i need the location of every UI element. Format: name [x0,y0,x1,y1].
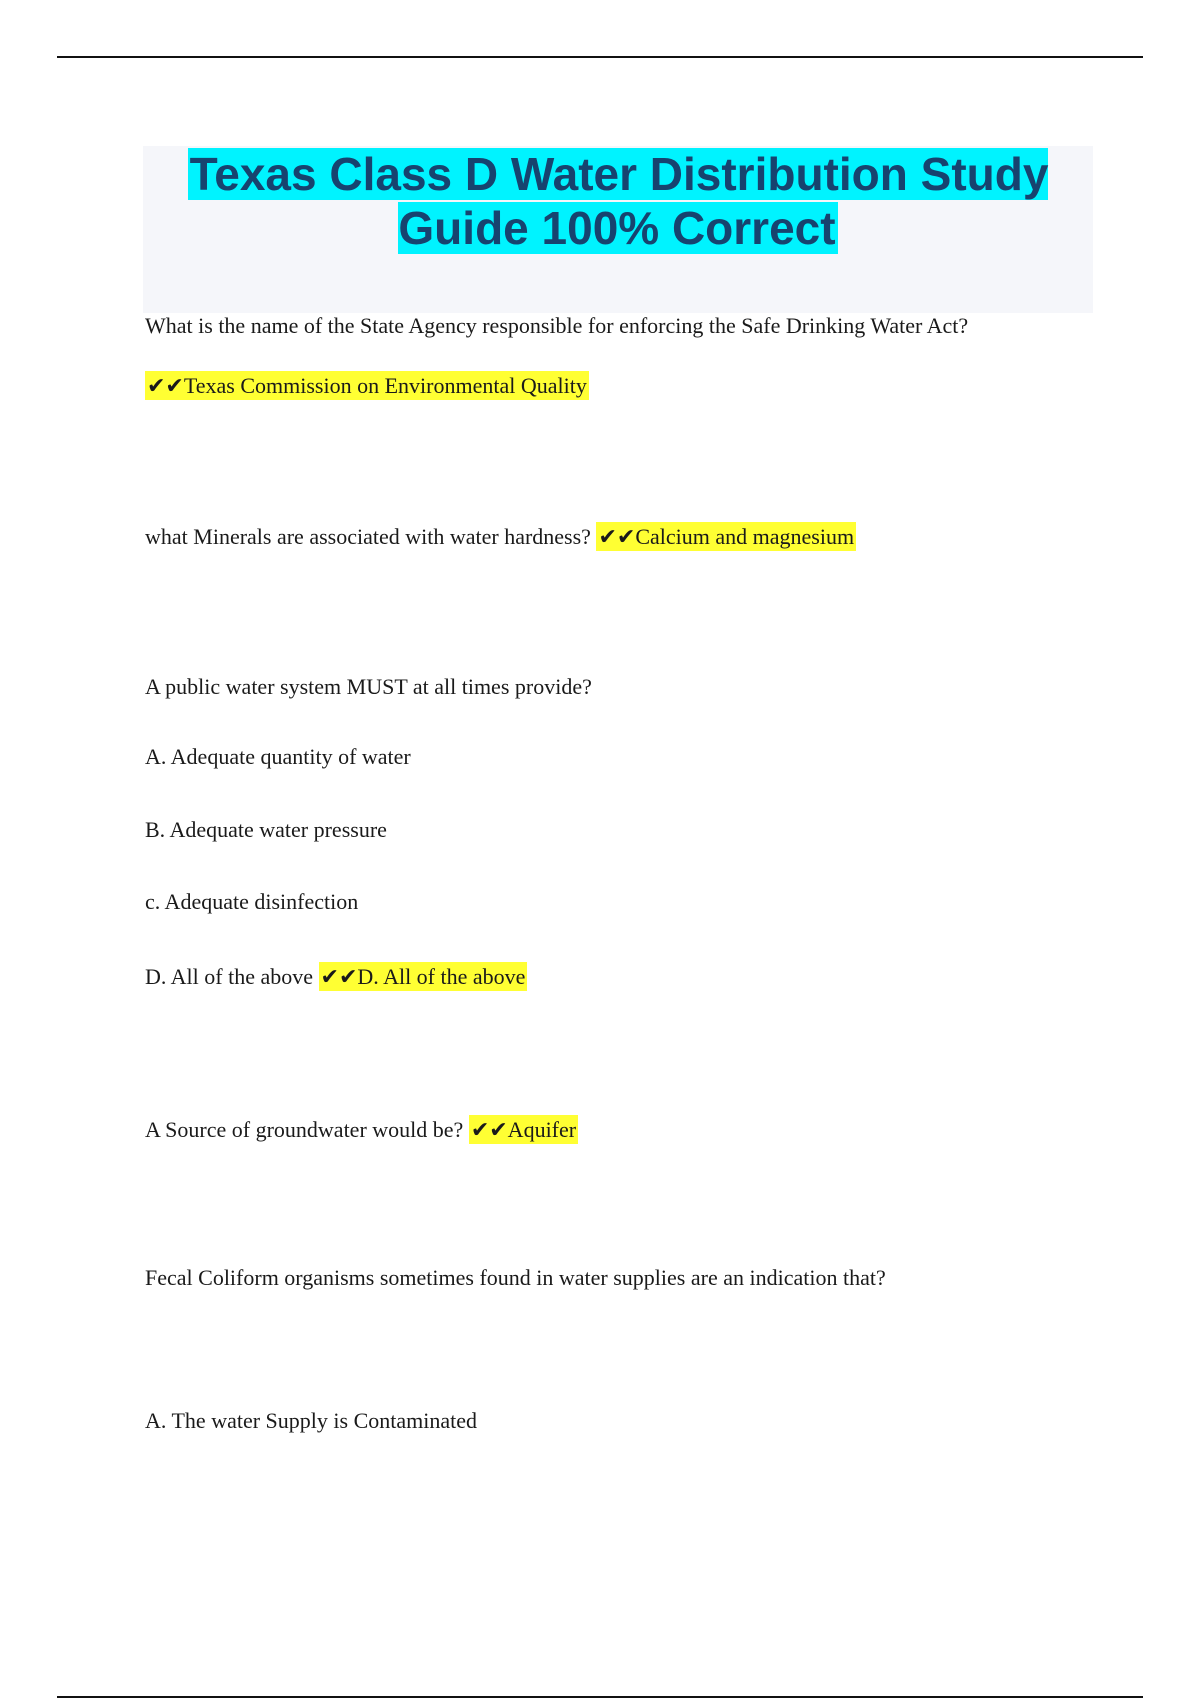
question-text: Fecal Coliform organisms sometimes found in water supplies are an indication that? [145,1265,886,1290]
question-water-hardness [145,522,856,552]
question-text: What is the name of the State Agency responsible for enforcing the Safe Drinking Water Act? [145,313,969,338]
question-text: A Source of groundwater would be? [145,1117,469,1142]
option-text: B. Adequate water pressure [145,817,387,842]
option-text: c. Adequate disinfection [145,889,359,914]
title-block [143,146,1093,313]
answer-state-agency [145,371,589,401]
option-text: A. Adequate quantity of water [145,744,411,769]
answer-highlight: ✔✔Texas Commission on Environmental Quality [147,373,587,398]
top-rule [57,56,1143,58]
question-public-water-system [145,672,592,702]
option-text: D. All of the above [145,964,319,989]
question-text: what Minerals are associated with water hardness? [145,524,597,549]
option-b [145,815,387,845]
question-state-agency [145,311,968,341]
answer-highlight: ✔✔Calcium and magnesium [598,524,855,549]
option-a-contaminated [145,1406,477,1436]
question-groundwater [145,1115,578,1145]
option-c [145,887,358,917]
document-title: Texas Class D Water Distribution Study Guide 100% Correct [189,148,1049,254]
question-fecal-coliform [145,1263,886,1293]
option-text: A. The water Supply is Contaminated [145,1408,477,1433]
option-d [145,962,527,992]
question-text: A public water system MUST at all times provide? [145,674,592,699]
answer-highlight: ✔✔D. All of the above [320,964,526,989]
answer-highlight: ✔✔Aquifer [470,1117,577,1142]
bottom-rule [57,1696,1143,1698]
option-a [145,742,411,772]
